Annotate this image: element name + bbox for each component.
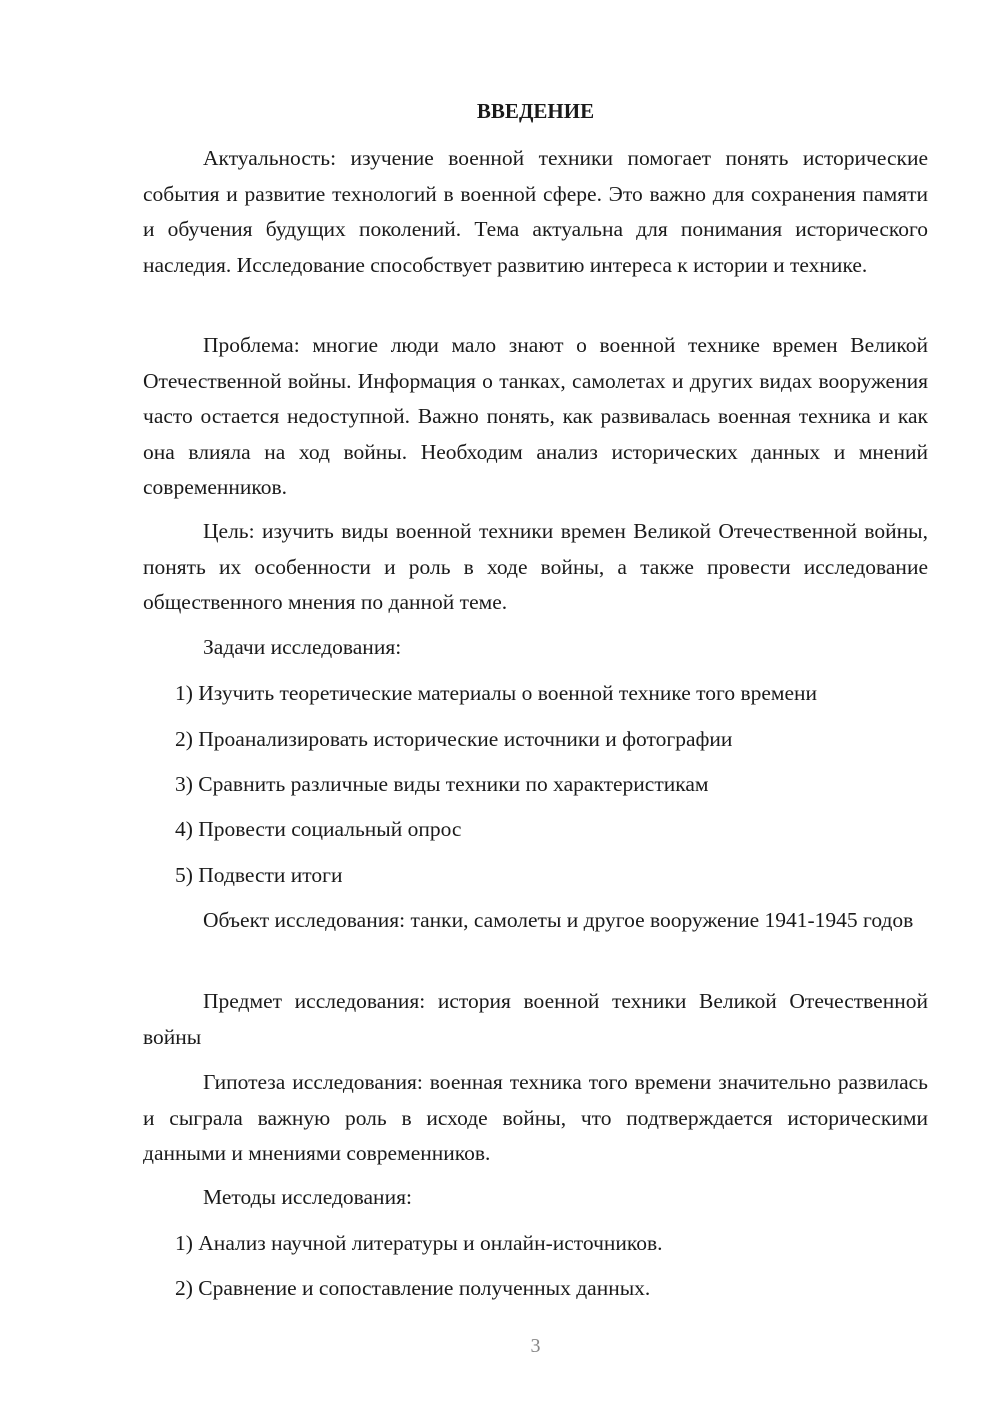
method-item-2: 2) Сравнение и сопоставление полученных данных. — [175, 1276, 651, 1300]
task-item-2: 2) Проанализировать исторические источники и фотографии — [175, 727, 733, 751]
tasks-heading: Задачи исследования: — [203, 635, 402, 659]
goal-paragraph: Цель: изучить виды военной техники времен Великой Отечественной войны, понять их особенности и роль в ходе войны, а также провести исследование общественного мнения по данной теме. — [143, 519, 928, 614]
problem-paragraph: Проблема: многие люди мало знают о военной технике времен Великой Отечественной войны. Информация о танках, самолетах и других видах вооружения часто остается недоступной. Важно понять, как развивалась военная техника и как она влияла на ход войны. Необходим анализ исторических данных и мнений современников. — [143, 333, 928, 499]
object-paragraph: Объект исследования: танки, самолеты и другое вооружение 1941-1945 годов — [203, 908, 914, 932]
task-item-3: 3) Сравнить различные виды техники по характеристикам — [175, 772, 709, 796]
hypothesis-paragraph: Гипотеза исследования: военная техника того времени значительно развилась и сыграла важную роль в исходе войны, что подтверждается историческими данными и мнениями современников. — [143, 1070, 928, 1165]
subject-paragraph: Предмет исследования: история военной техники Великой Отечественной войны — [143, 989, 928, 1049]
task-item-4: 4) Провести социальный опрос — [175, 817, 462, 841]
task-item-5: 5) Подвести итоги — [175, 863, 343, 887]
relevance-paragraph: Актуальность: изучение военной техники помогает понять исторические события и развитие технологий в военной сфере. Это важно для сохранения памяти и обучения будущих поколений. Тема актуальна для понимания исторического наследия. Исследование способствует развитию интереса к истории и технике. — [143, 146, 928, 277]
method-item-1: 1) Анализ научной литературы и онлайн-источников. — [175, 1231, 663, 1255]
methods-heading: Методы исследования: — [203, 1185, 412, 1209]
page-title: ВВЕДЕНИЕ — [476, 99, 595, 123]
task-item-1: 1) Изучить теоретические материалы о военной технике того времени — [175, 681, 818, 705]
page-number: 3 — [530, 1335, 541, 1357]
document-page — [143, 0, 928, 1414]
